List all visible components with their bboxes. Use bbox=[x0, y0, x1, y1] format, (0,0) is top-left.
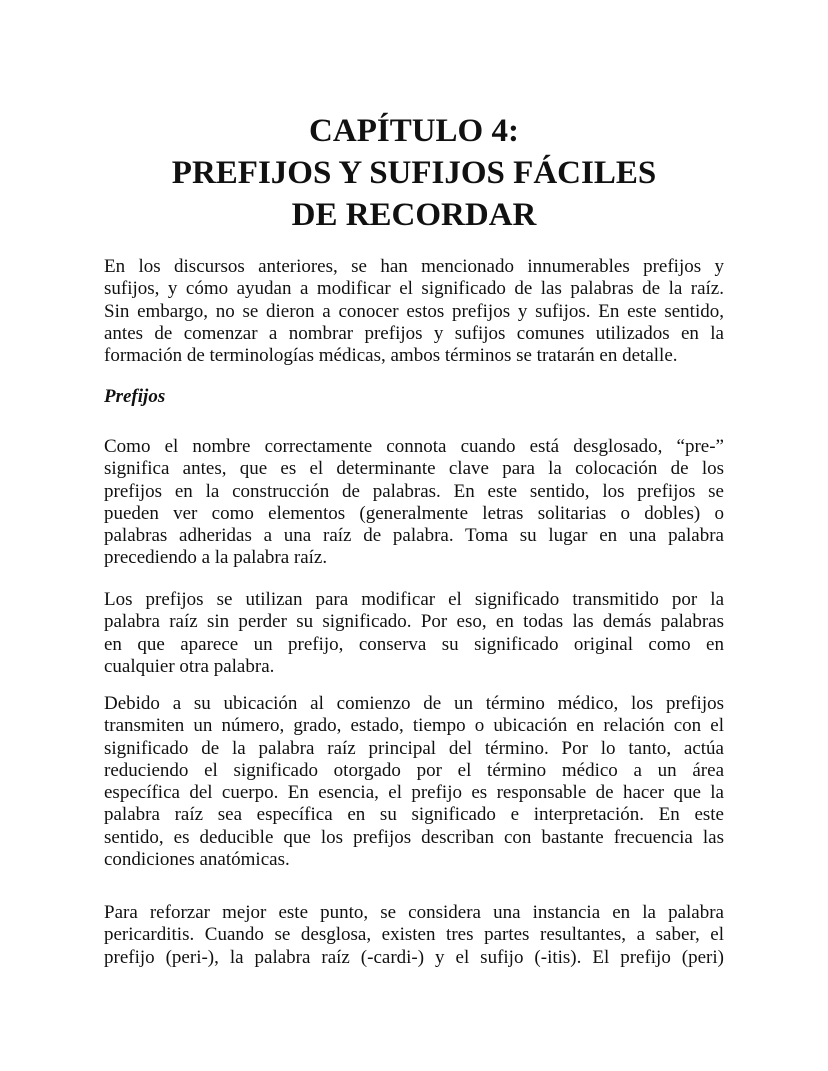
paragraph bbox=[104, 902, 724, 969]
text-line: condiciones anatómicas. bbox=[104, 849, 290, 871]
text-line: Los prefijos se utilizan para modificar el significado transmitido por la bbox=[104, 589, 724, 610]
text-line: En los discursos anteriores, se han mencionado innumerables prefijos y bbox=[104, 256, 724, 277]
text-line: sufijos, y cómo ayudan a modificar el significado de las palabras de la raíz. bbox=[104, 278, 724, 300]
paragraph bbox=[104, 589, 724, 678]
section-heading: Prefijos bbox=[104, 386, 166, 407]
text-line: palabra raíz sin perder su significado. Por eso, en todas las demás palabras bbox=[104, 611, 724, 633]
text-line: antes de comenzar a nombrar prefijos y sufijos comunes utilizados en la bbox=[104, 322, 724, 344]
paragraph bbox=[104, 436, 724, 570]
text-line: Para reforzar mejor este punto, se considera una instancia en la palabra bbox=[104, 902, 724, 923]
chapter-title bbox=[0, 110, 828, 236]
paragraph bbox=[104, 693, 724, 871]
text-line: significa antes, que es el determinante clave para la colocación de los bbox=[104, 458, 724, 480]
text-line: pericarditis. Cuando se desglosa, existen tres partes resultantes, a saber, el bbox=[104, 924, 724, 946]
text-line: significado de la palabra raíz principal del término. Por lo tanto, actúa bbox=[104, 737, 724, 759]
text-line: precediendo a la palabra raíz. bbox=[104, 547, 328, 569]
text-line: palabras adheridas a una raíz de palabra. Toma su lugar en una palabra bbox=[104, 525, 724, 547]
text-line: específica del cuerpo. En esencia, el prefijo es responsable de hacer que la bbox=[104, 782, 724, 804]
text-line: prefijo (peri-), la palabra raíz (-cardi-) y el sufijo (-itis). El prefijo (peri) bbox=[104, 946, 724, 968]
title-line: PREFIJOS Y SUFIJOS FÁCILES bbox=[171, 155, 657, 191]
title-line: DE RECORDAR bbox=[291, 197, 537, 233]
text-line: Como el nombre correctamente connota cuando está desglosado, “pre-” bbox=[104, 436, 724, 457]
text-line: prefijos en la construcción de palabras. En este sentido, los prefijos se bbox=[104, 480, 724, 502]
text-line: palabra raíz sea específica en su significado e interpretación. En este bbox=[104, 804, 724, 826]
text-line: sentido, es deducible que los prefijos describan con bastante frecuencia las bbox=[104, 826, 724, 848]
paragraph bbox=[104, 256, 724, 367]
text-line: formación de terminologías médicas, ambos términos se tratarán en detalle. bbox=[104, 345, 678, 367]
title-line: CAPÍTULO 4: bbox=[309, 113, 519, 149]
text-line: Sin embargo, no se dieron a conocer estos prefijos y sufijos. En este sentido, bbox=[104, 300, 724, 322]
text-line: Debido a su ubicación al comienzo de un término médico, los prefijos bbox=[104, 693, 724, 714]
text-line: cualquier otra palabra. bbox=[104, 655, 275, 677]
text-line: transmiten un número, grado, estado, tiempo o ubicación en relación con el bbox=[104, 715, 724, 737]
text-line: pueden ver como elementos (generalmente letras solitarias o dobles) o bbox=[104, 502, 724, 524]
text-line: reduciendo el significado otorgado por el término médico a un área bbox=[104, 759, 724, 781]
text-line: en que aparece un prefijo, conserva su significado original como en bbox=[104, 633, 724, 655]
